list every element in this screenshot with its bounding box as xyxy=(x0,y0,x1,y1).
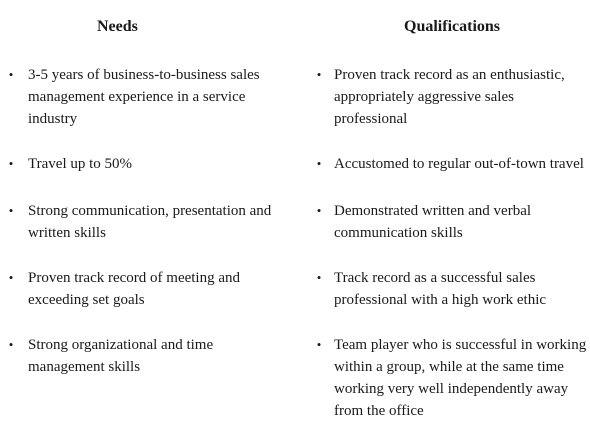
bullet-icon: • xyxy=(316,203,322,218)
needs-heading: Needs xyxy=(97,18,138,35)
bullet-icon: • xyxy=(8,270,14,285)
bullet-icon: • xyxy=(8,337,14,352)
needs-item-text: Proven track record of meeting and exceeding set goals xyxy=(28,270,240,308)
bullet-icon: • xyxy=(316,337,322,352)
qualifications-item-text: Proven track record as an enthusiastic, appropriately aggressive sales professional xyxy=(334,67,565,127)
needs-item-text: Strong communication, presentation and written skills xyxy=(28,203,272,241)
bullet-icon: • xyxy=(8,67,14,82)
qualifications-item-text: Team player who is successful in working within a group, while at the same time working very well independently away from the office xyxy=(334,337,587,419)
bullet-icon: • xyxy=(316,270,322,285)
qualifications-item-text: Track record as a successful sales professional with a high work ethic xyxy=(334,270,547,308)
bullet-icon: • xyxy=(316,67,322,82)
bullet-icon: • xyxy=(8,203,14,218)
bullet-icon: • xyxy=(8,156,14,171)
qualifications-item-text: Accustomed to regular out-of-town travel xyxy=(334,156,584,172)
needs-item-text: Travel up to 50% xyxy=(28,156,133,172)
qualifications-heading: Qualifications xyxy=(404,18,501,35)
qualifications-item-text: Demonstrated written and verbal communication skills xyxy=(334,203,532,241)
needs-item-text: Strong organizational and time management skills xyxy=(28,337,214,375)
bullet-icon: • xyxy=(316,156,322,171)
needs-item-text: 3-5 years of business-to-business sales management experience in a service industry xyxy=(28,67,260,127)
